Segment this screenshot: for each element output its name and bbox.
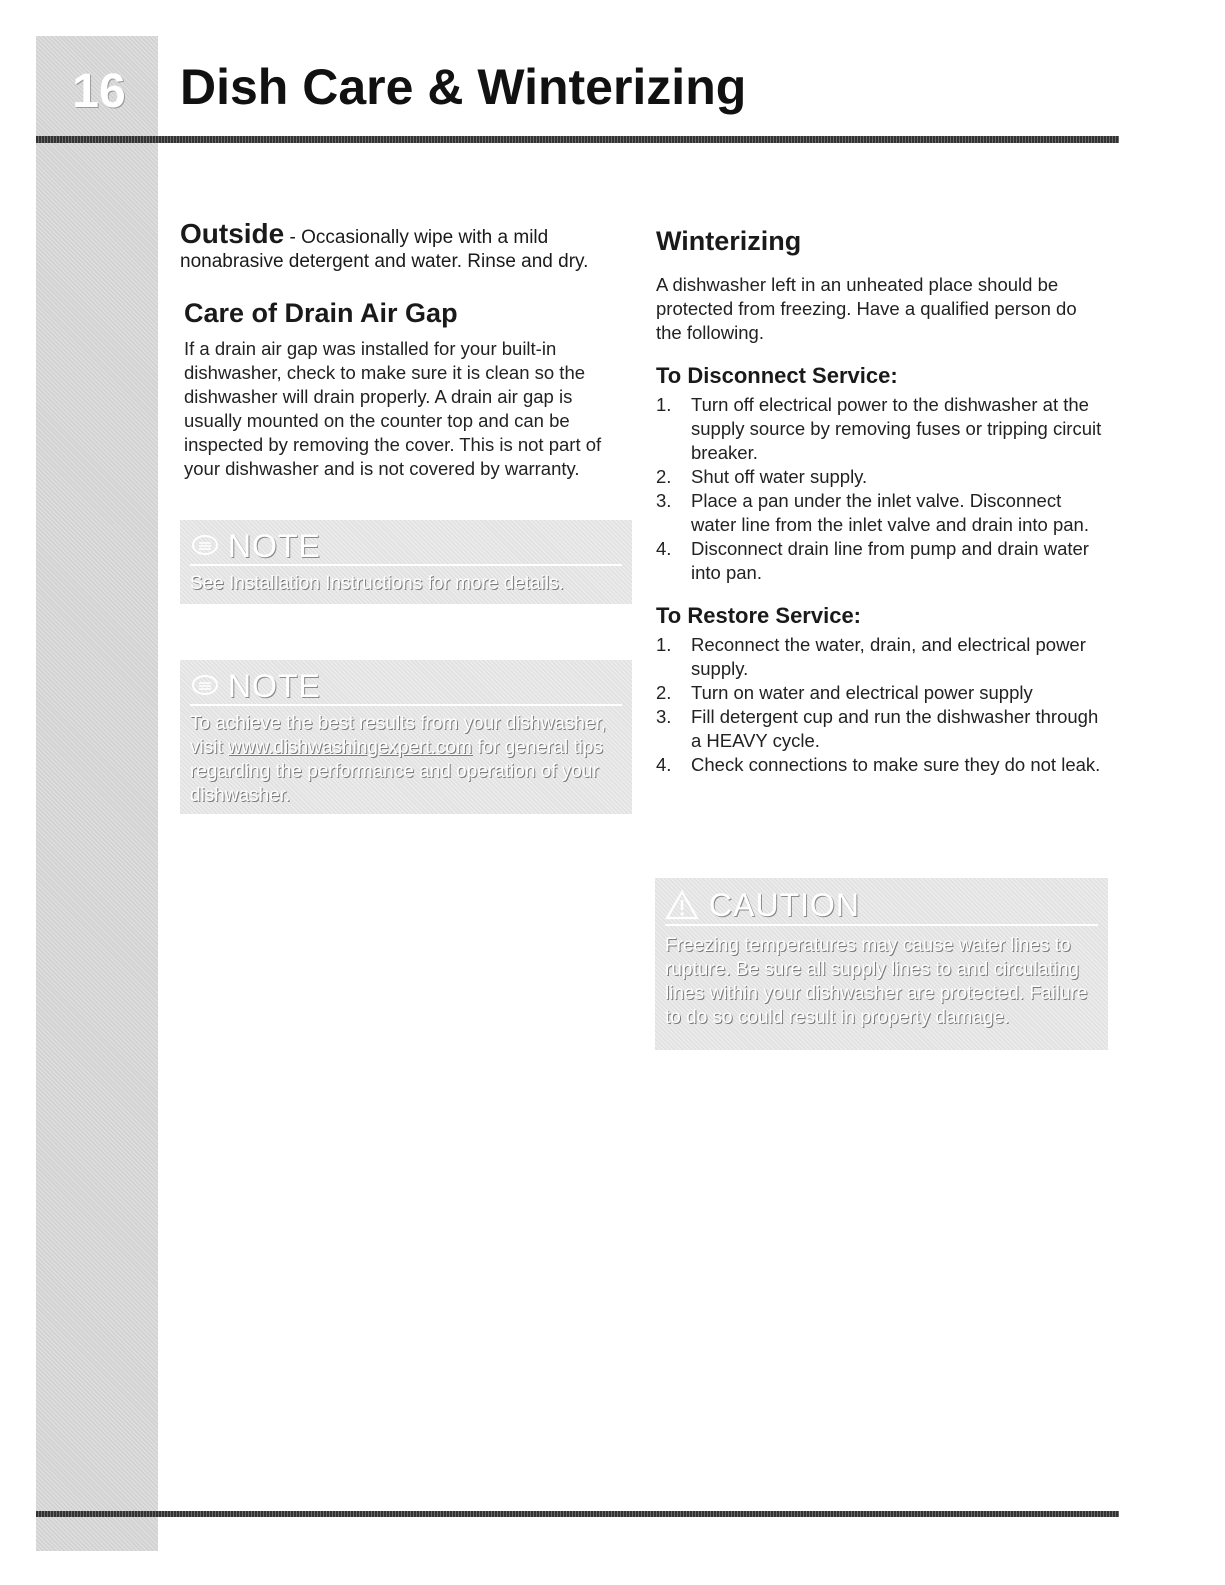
restore-steps xyxy=(656,633,1106,777)
note-text: See Installation Instructions for more details. xyxy=(190,573,564,594)
note-header xyxy=(190,528,622,566)
caution-text: Freezing temperatures may cause water lines to rupture. Be sure all supply lines to and circulating lines within your dishwasher are protected. Failure to do so could result in property damage. xyxy=(665,935,1088,1028)
disconnect-heading: To Disconnect Service: xyxy=(656,363,898,388)
left-column xyxy=(180,218,630,481)
footer-divider xyxy=(36,1511,1119,1517)
list-item: 3. Fill detergent cup and run the dishwasher through a HEAVY cycle. xyxy=(656,706,1099,751)
disconnect-steps xyxy=(656,393,1106,585)
list-item: 2. Turn on water and electrical power supply xyxy=(656,682,1033,703)
note-icon xyxy=(190,673,220,699)
list-item: 1. Reconnect the water, drain, and electrical power supply. xyxy=(656,634,1086,679)
drain-air-gap-heading: Care of Drain Air Gap xyxy=(184,298,458,328)
website-link[interactable]: www.dishwashingexpert.com xyxy=(228,737,472,758)
list-item: 1. Turn off electrical power to the dishwasher at the supply source by removing fuses or tripping circuit breaker. xyxy=(656,394,1102,463)
drain-air-gap-text: If a drain air gap was installed for your built-in dishwasher, check to make sure it is clean so the dishwasher will drain properly. A drain air gap is usually mounted on the counter top and can be inspected by removing the cover. This is not part of your dishwasher and is not covered by warranty. xyxy=(184,338,602,479)
caution-box xyxy=(655,878,1108,1050)
note-box xyxy=(180,660,632,814)
winterizing-text: A dishwasher left in an unheated place should be protected from freezing. Have a qualified person do the following. xyxy=(656,274,1077,343)
outside-paragraph xyxy=(180,218,630,274)
note-heading: NOTE xyxy=(228,527,321,564)
note-heading: NOTE xyxy=(228,667,321,704)
list-item: 3. Place a pan under the inlet valve. Disconnect water line from the inlet valve and drain into pan. xyxy=(656,490,1089,535)
note-text-after: for general tips regarding the performance and operation of your dishwasher. xyxy=(190,737,603,806)
note-text-before: To achieve the best results from your dishwasher, visit xyxy=(190,713,607,758)
header-divider xyxy=(36,136,1119,143)
list-item: 4. Disconnect drain line from pump and drain water into pan. xyxy=(656,538,1089,583)
note-text xyxy=(190,712,622,808)
warning-icon xyxy=(665,890,699,920)
winterizing-heading: Winterizing xyxy=(656,226,802,256)
right-column xyxy=(656,226,1106,777)
caution-heading: CAUTION xyxy=(709,886,860,923)
note-header xyxy=(190,668,622,706)
restore-heading: To Restore Service: xyxy=(656,603,862,628)
caution-header xyxy=(665,886,1098,926)
outside-heading: Outside xyxy=(180,218,285,249)
page-sidebar-band xyxy=(36,36,158,1551)
page-title: Dish Care & Winterizing xyxy=(180,59,747,115)
note-icon xyxy=(190,533,220,559)
page-number: 16 xyxy=(72,65,126,118)
note-box xyxy=(180,520,632,604)
list-item: 2. Shut off water supply. xyxy=(656,466,868,487)
outside-text: - Occasionally wipe with a mild nonabrasive detergent and water. Rinse and dry. xyxy=(180,227,589,272)
list-item: 4. Check connections to make sure they do not leak. xyxy=(656,754,1101,775)
